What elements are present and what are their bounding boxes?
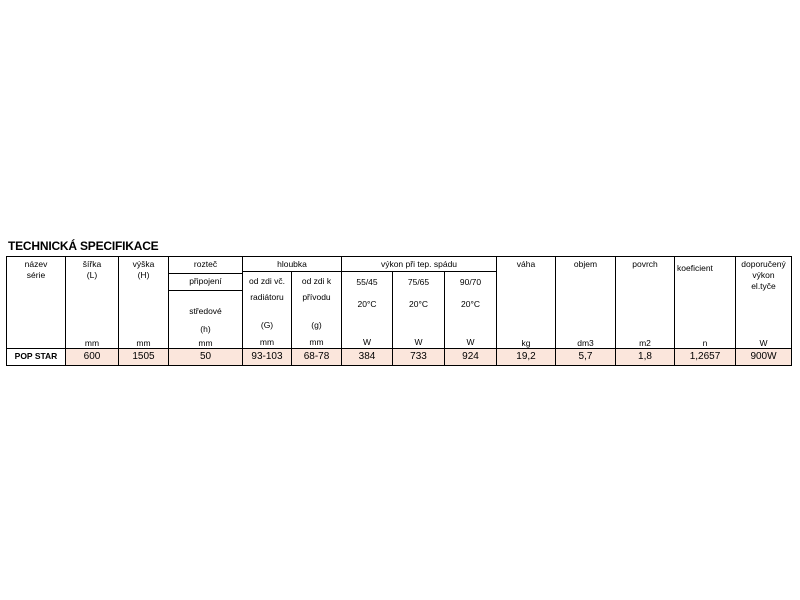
header-width-unit: mm <box>84 338 100 348</box>
row-width: 600 <box>66 349 119 366</box>
header-coef-label: koeficient <box>677 263 713 273</box>
header-height-unit: mm <box>136 338 151 348</box>
header-depth-gsmall-line1: od zdi k <box>301 276 332 286</box>
header-depth-gsmall-line2: přívodu <box>302 292 331 302</box>
header-spacing-unit: mm <box>198 338 213 348</box>
header-volume <box>556 256 616 349</box>
header-output-1-gradient: 55/45 <box>356 277 378 287</box>
header-height-symbol: (H) <box>137 270 150 280</box>
row-output-2: 733 <box>393 349 445 366</box>
header-depth-gsmall-unit: mm <box>309 337 324 347</box>
header-surface-label: povrch <box>632 259 658 269</box>
header-width-label: šířka <box>82 259 102 269</box>
header-spacing-sub: připojení <box>169 273 242 291</box>
row-output-1: 384 <box>342 349 393 366</box>
header-name-line2: série <box>26 270 46 280</box>
header-depth-gsmall-symbol: (g) <box>311 320 322 330</box>
row-depth-g: 93-103 <box>243 349 292 366</box>
header-name <box>6 256 66 349</box>
header-spacing-label: rozteč <box>193 259 218 269</box>
header-output-1-unit: W <box>362 337 372 347</box>
header-depth-gsmall <box>292 272 342 349</box>
header-name-line1: název <box>24 259 48 269</box>
header-volume-label: objem <box>573 259 598 269</box>
header-spacing-sub2: středové <box>189 306 222 316</box>
spec-table <box>6 256 792 368</box>
header-recommended-line2: výkon <box>752 270 775 280</box>
header-spacing <box>169 256 243 349</box>
header-output-2 <box>393 272 445 349</box>
header-recommended-line1: doporučený <box>741 259 786 269</box>
header-depth-g-symbol: (G) <box>260 320 274 330</box>
row-volume: 5,7 <box>556 349 616 366</box>
header-recommended-unit: W <box>759 338 768 348</box>
header-output-2-gradient: 75/65 <box>407 277 430 287</box>
row-surface: 1,8 <box>616 349 675 366</box>
row-coef: 1,2657 <box>675 349 736 366</box>
header-surface-unit: m2 <box>639 338 651 348</box>
row-height: 1505 <box>119 349 169 366</box>
header-output-2-temp: 20°C <box>409 299 428 309</box>
row-weight: 19,2 <box>497 349 556 366</box>
header-surface <box>616 256 675 349</box>
header-depth-g <box>243 272 292 349</box>
header-height-label: výška <box>132 259 155 269</box>
row-output-3: 924 <box>445 349 497 366</box>
header-output-3 <box>445 272 497 349</box>
header-recommended <box>736 256 792 349</box>
header-weight <box>497 256 556 349</box>
header-height <box>119 256 169 349</box>
header-output <box>342 256 497 272</box>
header-output-label: výkon při tep. spádu <box>380 259 458 269</box>
header-output-2-unit: W <box>414 337 423 347</box>
header-spacing-symbol: (h) <box>200 324 211 334</box>
header-output-3-gradient: 90/70 <box>459 277 482 287</box>
header-weight-label: váha <box>516 259 536 269</box>
page-title: TECHNICKÁ SPECIFIKACE <box>8 239 159 253</box>
header-coef <box>675 256 736 349</box>
header-depth-g-unit: mm <box>259 337 275 347</box>
header-output-3-temp: 20°C <box>461 299 480 309</box>
row-recommended: 900W <box>736 349 792 366</box>
row-name: POP STAR <box>6 349 66 366</box>
header-width-symbol: (L) <box>86 270 98 280</box>
header-volume-unit: dm3 <box>577 338 594 348</box>
header-weight-unit: kg <box>521 338 531 348</box>
header-output-1-temp: 20°C <box>357 299 377 309</box>
header-depth-g-line2: radiátoru <box>250 292 284 302</box>
header-width <box>66 256 119 349</box>
header-coef-unit: n <box>702 338 708 348</box>
row-spacing: 50 <box>169 349 243 366</box>
header-depth-label: hloubka <box>277 259 307 269</box>
header-recommended-line3: el.tyče <box>751 281 776 291</box>
header-output-1 <box>342 272 393 349</box>
header-depth-g-line1: od zdi vč. <box>249 276 285 286</box>
header-output-3-unit: W <box>466 337 475 347</box>
row-depth-gsmall: 68-78 <box>292 349 342 366</box>
header-depth <box>243 256 342 272</box>
